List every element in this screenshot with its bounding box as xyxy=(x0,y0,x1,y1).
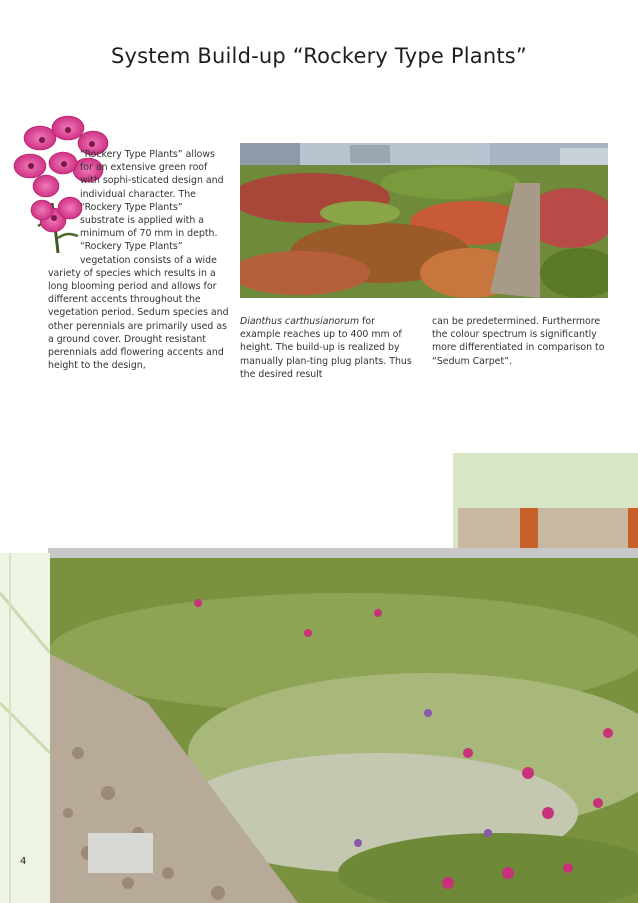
body-text-column-1: “Rockery Type Plants” allows for an extensive green roof with sophi-sticated design and individual character. The “Rockery Type Plants” substrate is applied with a minimum of 70 mm in depth. “Rockery Type Plants” vegetation consists of a wide variety of species which results in a long blooming period and allows for different accents throughout the vegetation period. Sedum species and other perennials are primarily used as a ground cover. Drought resistant perennials add flowering accents and height to the design, xyxy=(48,149,229,372)
body-text-column-2: Dianthus carthusianorum for example reaches up to 400 mm of height. The build-up is realized by manually plan-ting plug plants. Thus the desired result xyxy=(240,316,412,380)
page-title: System Build-up “Rockery Type Plants” xyxy=(111,44,527,68)
rockery-roof-photo xyxy=(240,143,608,298)
body-text-column-3: can be predetermined. Furthermore the colour spectrum is significantly more differentiated in comparison to “Sedum Carpet”. xyxy=(432,316,605,367)
decorative-lines xyxy=(0,553,50,903)
page-number: 4 xyxy=(20,856,27,867)
species-name: Dianthus carthusianorum xyxy=(240,316,360,327)
meadow-roof-photo xyxy=(48,453,638,903)
